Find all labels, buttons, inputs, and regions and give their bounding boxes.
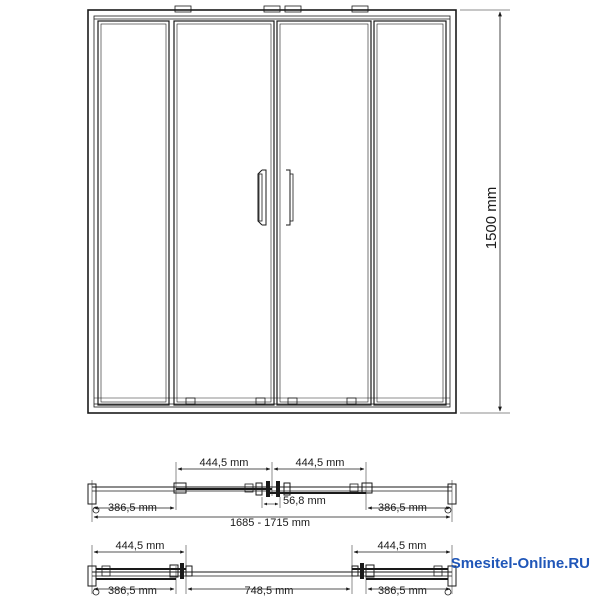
right-sliding-door — [277, 21, 371, 405]
right-fixed-width-label: 386,5 mm — [378, 502, 427, 514]
left-fixed-width-label: 386,5 mm — [108, 502, 157, 514]
inner-frame — [94, 16, 450, 407]
open-right-door-width-label: 444,5 mm — [377, 540, 427, 552]
opening-width-label: 748,5 mm — [244, 585, 294, 597]
overlap-dimension-label: 56,8 mm — [283, 495, 326, 507]
total-width-label: 1685 - 1715 mm — [229, 517, 311, 529]
open-right-fixed-width-label: 386,5 mm — [378, 585, 427, 597]
handle-icon — [286, 170, 293, 225]
left-fixed-panel — [98, 21, 169, 405]
open-left-door-width-label: 444,5 mm — [115, 540, 165, 552]
outer-frame — [88, 10, 456, 413]
right-fixed-panel — [374, 21, 446, 405]
right-door-width-label: 444,5 mm — [295, 457, 345, 469]
height-dimension-label: 1500 mm — [483, 186, 500, 250]
open-left-fixed-width-label: 386,5 mm — [108, 585, 157, 597]
handle-icon — [258, 170, 266, 225]
plan-view-open — [88, 540, 456, 597]
front-elevation — [88, 6, 510, 413]
plan-view-closed — [88, 457, 456, 529]
watermark-text: Smesitel-Online.RU — [450, 555, 590, 572]
top-rollers — [175, 6, 368, 12]
left-door-width-label: 444,5 mm — [199, 457, 249, 469]
